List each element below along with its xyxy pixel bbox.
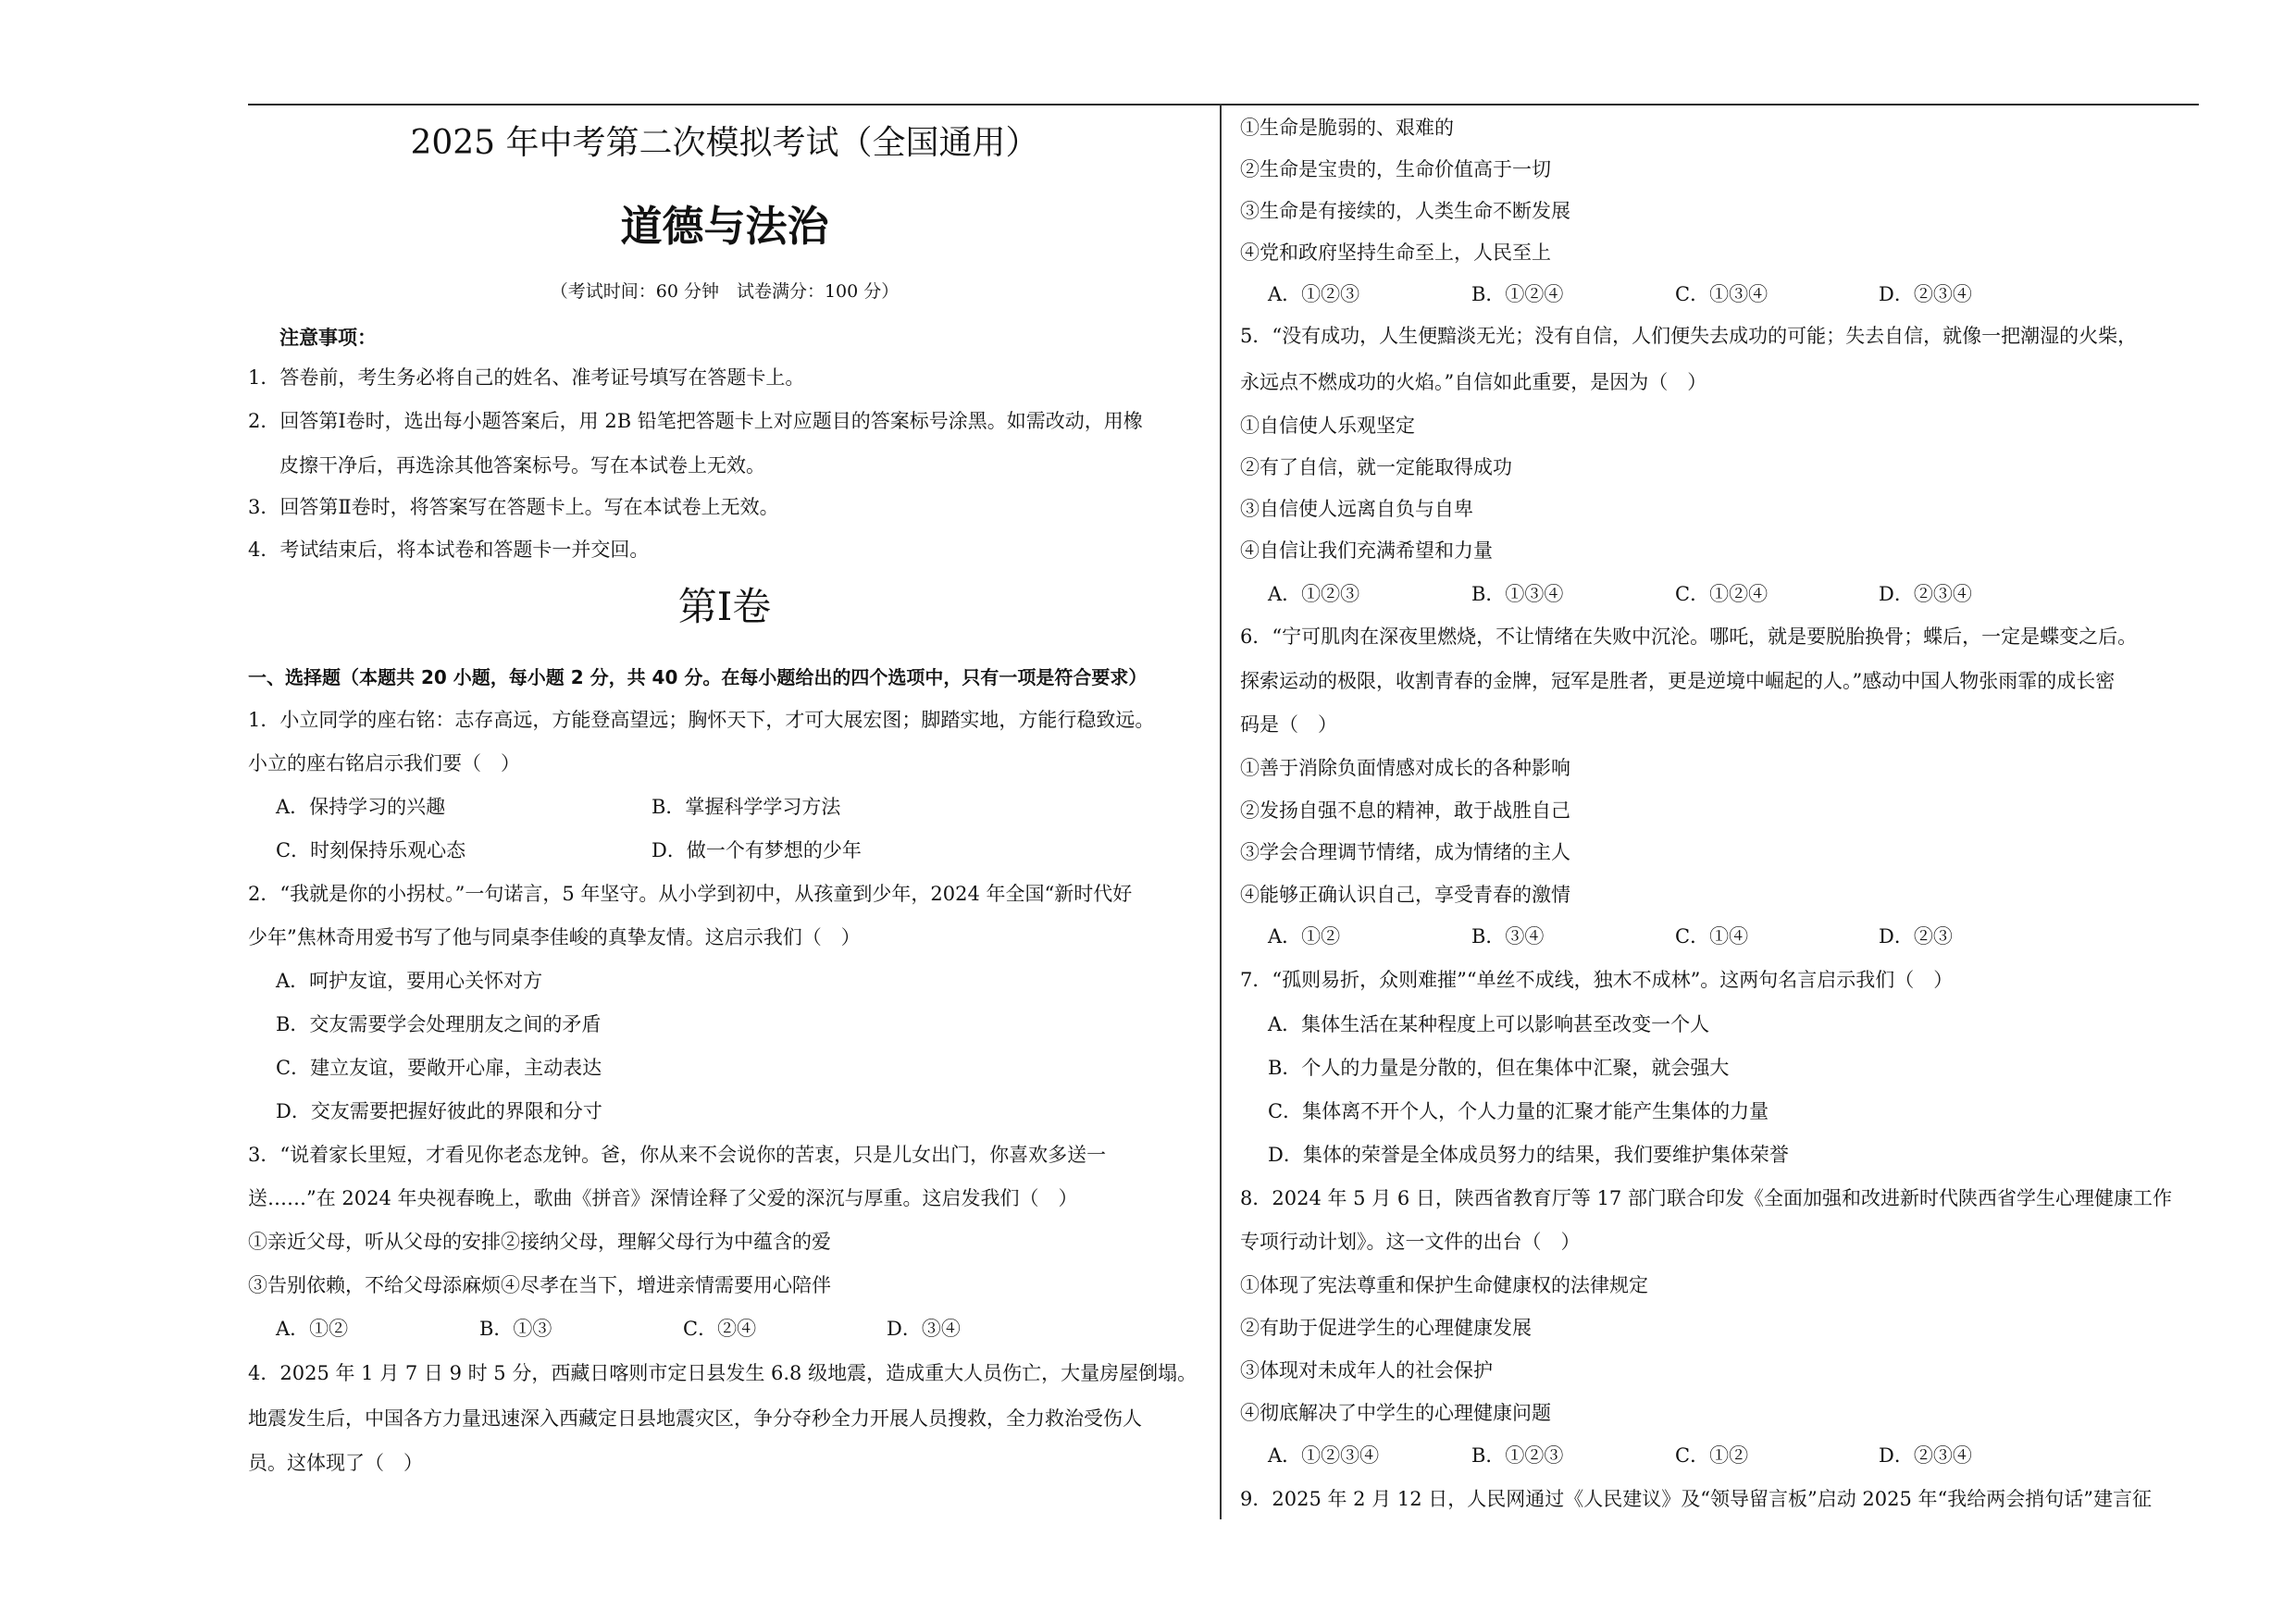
statement: ①善于消除负面情感对成长的各种影响	[1240, 757, 1570, 779]
statement: ②发扬自强不息的精神，敢于战胜自己	[1240, 799, 1570, 822]
question-stem: 送……”在 2024 年央视春晚上，歌曲《拼音》深情诠释了父爱的深沉与厚重。这启发我们（ ）	[248, 1187, 1078, 1209]
option-c: C．①④	[1675, 925, 1749, 948]
option-a: A．①②	[276, 1318, 349, 1340]
statement: ④党和政府坚持生命至上，人民至上	[1240, 242, 1551, 264]
option-d: D．集体的荣誉是全体成员努力的结果，我们要维护集体荣誉	[1268, 1144, 1789, 1166]
notice-item: 1．答卷前，考生务必将自己的姓名、准考证号填写在答题卡上。	[248, 366, 805, 389]
option-b: B．个人的力量是分散的，但在集体中汇聚，就会强大	[1268, 1057, 1730, 1079]
question-stem: 码是（ ）	[1240, 713, 1337, 736]
option-a: A．呵护友谊，要用心关怀对方	[276, 970, 543, 992]
statement: ②有助于促进学生的心理健康发展	[1240, 1317, 1532, 1339]
notice-item: 皮擦干净后，再选涂其他答案标号。写在本试卷上无效。	[279, 454, 765, 477]
question-stem: 4．2025 年 1 月 7 日 9 时 5 分，西藏日喀则市定日县发生 6.8 级地震，造成重大人员伤亡，大量房屋倒塌。	[248, 1362, 1198, 1384]
option-c: C．①③④	[1675, 283, 1769, 305]
notice-title: 注意事项：	[279, 327, 377, 349]
question-stem: 7．“孤则易折，众则难摧”“单丝不成线，独木不成林”。这两句名言启示我们（ ）	[1240, 969, 1954, 991]
question-stem: 6．“宁可肌肉在深夜里燃烧，不让情绪在失败中沉沦。哪吒，就是要脱胎换骨；蝶后，一定是蝶变之后。	[1240, 626, 2138, 648]
statement: ④自信让我们充满希望和力量	[1240, 539, 1493, 562]
statement: ③生命是有接续的，人类生命不断发展	[1240, 200, 1570, 222]
statement: ②有了自信，就一定能取得成功	[1240, 456, 1512, 478]
question-stem: 9．2025 年 2 月 12 日，人民网通过《人民建议》及“领导留言板”启动 2025 年“我给两会捎句话”建言征	[1240, 1488, 2152, 1510]
option-b: B．交友需要学会处理朋友之间的矛盾	[276, 1013, 602, 1035]
exam-meta: （考试时间：60 分钟 试卷满分：100 分）	[550, 281, 900, 302]
section-heading: 一、选择题（本题共 20 小题，每小题 2 分，共 40 分。在每小题给出的四个选项中，只有一项是符合要求）	[248, 666, 1148, 688]
option-c: C．②④	[683, 1318, 757, 1340]
option-d: D．做一个有梦想的少年	[652, 839, 862, 861]
statement: ③体现对未成年人的社会保护	[1240, 1359, 1493, 1381]
question-stem: 员。这体现了（ ）	[248, 1452, 423, 1474]
exam-title: 2025 年中考第二次模拟考试（全国通用）	[410, 124, 1039, 162]
question-stem: 3．“说着家长里短，才看见你老态龙钟。爸，你从来不会说你的苦衷，只是儿女出门，你喜欢多送一	[248, 1144, 1107, 1166]
question-stem: 1．小立同学的座右铭：志存高远，方能登高望远；胸怀天下，才可大展宏图；脚踏实地，方能行稳致远。	[248, 709, 1155, 731]
option-c: C．①②④	[1675, 583, 1769, 605]
statement: ④彻底解决了中学生的心理健康问题	[1240, 1402, 1551, 1424]
notice-item: 4．考试结束后，将本试卷和答题卡一并交回。	[248, 539, 650, 561]
question-stem: 5．“没有成功，人生便黯淡无光；没有自信，人们便失去成功的可能；失去自信，就像一把潮湿的火柴，	[1240, 325, 2138, 347]
column-divider	[1220, 104, 1222, 1519]
option-a: A．①②③	[1268, 583, 1360, 605]
option-a: A．①②	[1268, 925, 1341, 948]
option-d: D．②③④	[1879, 583, 1972, 605]
option-b: B．①②③	[1471, 1444, 1564, 1467]
question-stem: 少年”焦林奇用爱书写了他与同桌李佳峻的真挚友情。这启示我们（ ）	[248, 926, 861, 948]
question-stem: 8．2024 年 5 月 6 日，陕西省教育厅等 17 部门联合印发《全面加强和改进新时代陕西省学生心理健康工作	[1240, 1187, 2172, 1209]
option-c: C．时刻保持乐观心态	[276, 839, 466, 861]
statement: ①生命是脆弱的、艰难的	[1240, 117, 1454, 139]
option-d: D．②③④	[1879, 283, 1972, 305]
statement: ②生命是宝贵的，生命价值高于一切	[1240, 158, 1551, 180]
statement: ③学会合理调节情绪，成为情绪的主人	[1240, 841, 1570, 863]
question-stem: ③告别依赖，不给父母添麻烦④尽孝在当下，增进亲情需要用心陪伴	[248, 1274, 831, 1296]
option-a: A．①②③	[1268, 283, 1360, 305]
option-a: A．①②③④	[1268, 1444, 1380, 1467]
option-b: B．③④	[1471, 925, 1545, 948]
statement: ①体现了宪法尊重和保护生命健康权的法律规定	[1240, 1274, 1648, 1296]
option-d: D．②③④	[1879, 1444, 1972, 1467]
statement: ③自信使人远离自负与自卑	[1240, 498, 1473, 520]
question-stem: 小立的座右铭启示我们要（ ）	[248, 752, 520, 774]
option-c: C．①②	[1675, 1444, 1749, 1467]
option-b: B．掌握科学学习方法	[652, 796, 841, 818]
option-d: D．交友需要把握好彼此的界限和分寸	[276, 1100, 602, 1122]
option-d: D．③④	[887, 1318, 961, 1340]
question-stem: ①亲近父母，听从父母的安排②接纳父母，理解父母行为中蕴含的爱	[248, 1231, 831, 1253]
option-c: C．集体离不开个人，个人力量的汇聚才能产生集体的力量	[1268, 1100, 1769, 1122]
notice-item: 2．回答第Ⅰ卷时，选出每小题答案后，用 2B 铅笔把答题卡上对应题目的答案标号涂黑。如需改动，用橡	[248, 410, 1143, 432]
option-a: A．保持学习的兴趣	[276, 796, 446, 818]
statement: ①自信使人乐观坚定	[1240, 415, 1415, 437]
option-b: B．①②④	[1471, 283, 1564, 305]
option-b: B．①③④	[1471, 583, 1564, 605]
top-rule	[248, 104, 2199, 105]
option-d: D．②③	[1879, 925, 1953, 948]
option-a: A．集体生活在某种程度上可以影响甚至改变一个人	[1268, 1013, 1710, 1035]
volume-title: 第Ⅰ卷	[677, 584, 772, 629]
question-stem: 探索运动的极限，收割青春的金牌，冠军是胜者，更是逆境中崛起的人。”感动中国人物张雨霏的成长密	[1240, 670, 2116, 692]
question-stem: 2．“我就是你的小拐杖。”一句诺言，5 年坚守。从小学到初中，从孩童到少年，2024 年全国“新时代好	[248, 883, 1133, 905]
subject-title: 道德与法治	[620, 202, 829, 251]
option-c: C．建立友谊，要敞开心扉，主动表达	[276, 1057, 602, 1079]
statement: ④能够正确认识自己，享受青春的激情	[1240, 884, 1570, 906]
question-stem: 永远点不燃成功的火焰。”自信如此重要，是因为（ ）	[1240, 371, 1707, 393]
notice-item: 3．回答第Ⅱ卷时，将答案写在答题卡上。写在本试卷上无效。	[248, 496, 779, 518]
question-stem: 专项行动计划》。这一文件的出台（ ）	[1240, 1231, 1581, 1253]
question-stem: 地震发生后，中国各方力量迅速深入西藏定日县地震灾区，争分夺秒全力开展人员搜救，全力救治受伤人	[248, 1407, 1142, 1430]
option-b: B．①③	[479, 1318, 552, 1340]
